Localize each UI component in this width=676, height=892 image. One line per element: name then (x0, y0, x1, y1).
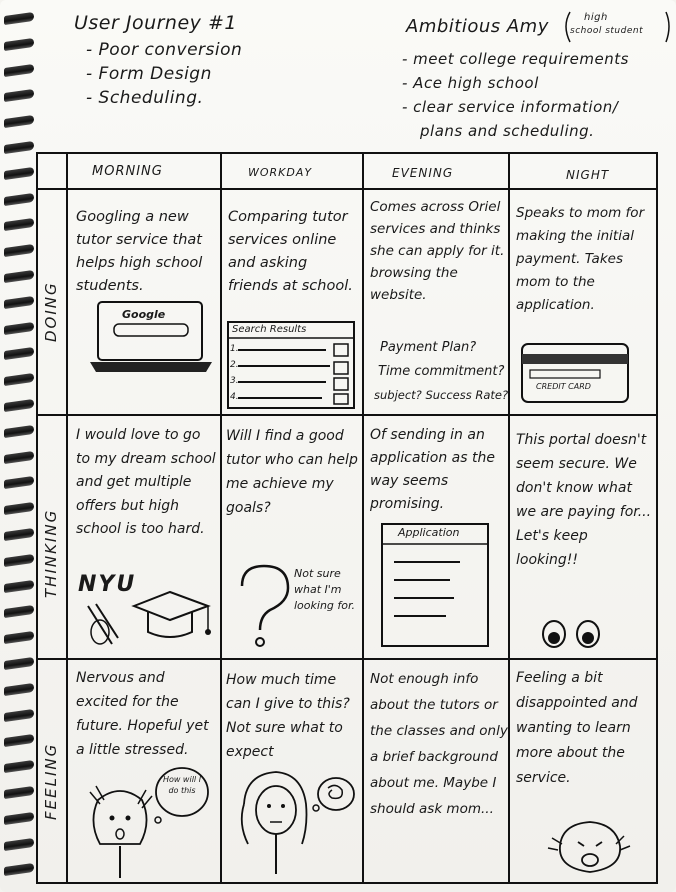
spiral-ring (4, 218, 34, 231)
grid-line (36, 188, 658, 190)
search-results-label: Search Results (232, 324, 307, 335)
goal-1: - Poor conversion (86, 40, 243, 60)
credit-card-label: CREDIT CARD (536, 382, 591, 391)
spiral-ring (4, 347, 34, 360)
not-sure-note: Not sure what I'm looking for. (294, 567, 356, 612)
application-form-sketch (380, 522, 492, 650)
spiral-ring (4, 192, 34, 205)
spiral-ring (4, 579, 34, 592)
col-header-workday: WORKDAY (248, 166, 313, 179)
feeling-morning-text: Nervous and excited for the future. Hopeful yet a little stressed. (76, 670, 209, 758)
spiral-ring (4, 425, 34, 438)
evening-question-3: subject? Success Rate? (374, 388, 509, 402)
google-label: Google (122, 308, 166, 321)
question-mark-sketch (230, 560, 300, 650)
goal-3: - Scheduling. (86, 88, 204, 108)
graduation-cap-sketch (126, 582, 216, 646)
grid-line (36, 882, 658, 884)
thinking-evening-text: Of sending in an application as the way seems promising. (370, 427, 495, 512)
spiral-ring (4, 605, 34, 618)
grid-line (36, 152, 38, 884)
col-header-night: NIGHT (566, 168, 610, 182)
spiral-ring (4, 38, 34, 51)
col-header-evening: EVENING (392, 166, 454, 180)
thinking-workday-text: Will I find a good tutor who can help me achieve my goals? (226, 428, 358, 516)
spiral-ring (4, 502, 34, 515)
spiral-ring (4, 734, 34, 747)
spiral-ring (4, 554, 34, 567)
need-4: plans and scheduling. (420, 122, 595, 140)
credit-card-sketch (520, 342, 632, 406)
grid-line (508, 152, 510, 884)
feeling-evening-text: Not enough info about the tutors or the classes and only a brief background about me. Maybe I should ask mom... (370, 671, 508, 817)
grid-line (36, 152, 658, 154)
eyes-sketch (532, 614, 612, 652)
evening-question-1: Payment Plan? (380, 340, 477, 355)
spiral-ring (4, 141, 34, 154)
grid-line (656, 152, 658, 884)
sad-face-sketch (544, 816, 636, 878)
grid-line (66, 152, 68, 884)
persona-paren (562, 8, 672, 48)
result-number: 4. (230, 392, 239, 402)
spiral-ring (4, 760, 34, 773)
need-2: - Ace high school (402, 74, 539, 92)
persona-name: Ambitious Amy (406, 16, 549, 37)
thinking-night-text: This portal doesn't seem secure. We don't know what we are paying for... Let's keep looking!! (516, 432, 652, 568)
journey-grid (36, 152, 660, 884)
spiral-ring (4, 631, 34, 644)
result-number: 3. (230, 376, 239, 386)
spiral-ring (4, 12, 34, 25)
spiral-ring (4, 786, 34, 799)
spiral-ring (4, 296, 34, 309)
spiral-ring (4, 399, 34, 412)
spiral-binding (0, 0, 40, 892)
spiral-ring (4, 683, 34, 696)
thinking-morning-text: I would love to go to my dream school and get multiple offers but high school is too hard. (76, 427, 216, 537)
doing-evening-text: Comes across Oriel services and thinks she can apply for it. browsing the website. (370, 199, 505, 303)
spiral-ring (4, 321, 34, 334)
spiral-ring (4, 373, 34, 386)
spiral-ring (4, 450, 34, 463)
feeling-workday-text: How much time can I give to this? Not sure what to expect (226, 672, 350, 760)
worried-girl-sketch (232, 764, 360, 878)
spiral-ring (4, 863, 34, 876)
doing-night-text: Speaks to mom for making the initial payment. Takes mom to the application. (516, 205, 645, 313)
persona-role-1: high (584, 12, 608, 23)
spiral-ring (4, 657, 34, 670)
result-number: 2. (230, 360, 239, 370)
spiral-ring (4, 708, 34, 721)
evening-question-2: Time commitment? (378, 364, 505, 379)
persona-role-2: school student (570, 26, 644, 36)
thought-bubble-text: How will I do this (162, 775, 202, 795)
nyu-label: NYU (78, 572, 137, 597)
spiral-ring (4, 63, 34, 76)
grid-line (36, 658, 658, 660)
spiral-ring (4, 270, 34, 283)
goal-2: - Form Design (86, 64, 212, 84)
grid-line (36, 414, 658, 416)
need-1: - meet college requirements (402, 50, 629, 68)
result-number: 1. (230, 344, 239, 354)
col-header-morning: MORNING (92, 164, 163, 179)
grid-line (362, 152, 364, 884)
need-3: - clear service information/ (402, 98, 619, 116)
row-header-doing: DOING (42, 281, 60, 342)
spiral-ring (4, 115, 34, 128)
spiral-ring (4, 528, 34, 541)
grid-line (220, 152, 222, 884)
feeling-night-text: Feeling a bit disappointed and wanting to learn more about the service. (516, 670, 638, 786)
doing-morning-text: Googling a new tutor service that helps high school students. (76, 209, 203, 294)
doing-workday-text: Comparing tutor services online and asking friends at school. (228, 209, 353, 294)
row-header-feeling: FEELING (42, 742, 60, 820)
row-header-thinking: THINKING (42, 508, 60, 598)
spiral-ring (4, 812, 34, 825)
spiral-ring (4, 837, 34, 850)
diploma-sketch (82, 600, 122, 650)
spiral-ring (4, 167, 34, 180)
spiral-ring (4, 476, 34, 489)
application-label: Application (398, 526, 460, 539)
spiral-ring (4, 89, 34, 102)
journey-title: User Journey #1 (74, 12, 237, 34)
spiral-ring (4, 244, 34, 257)
